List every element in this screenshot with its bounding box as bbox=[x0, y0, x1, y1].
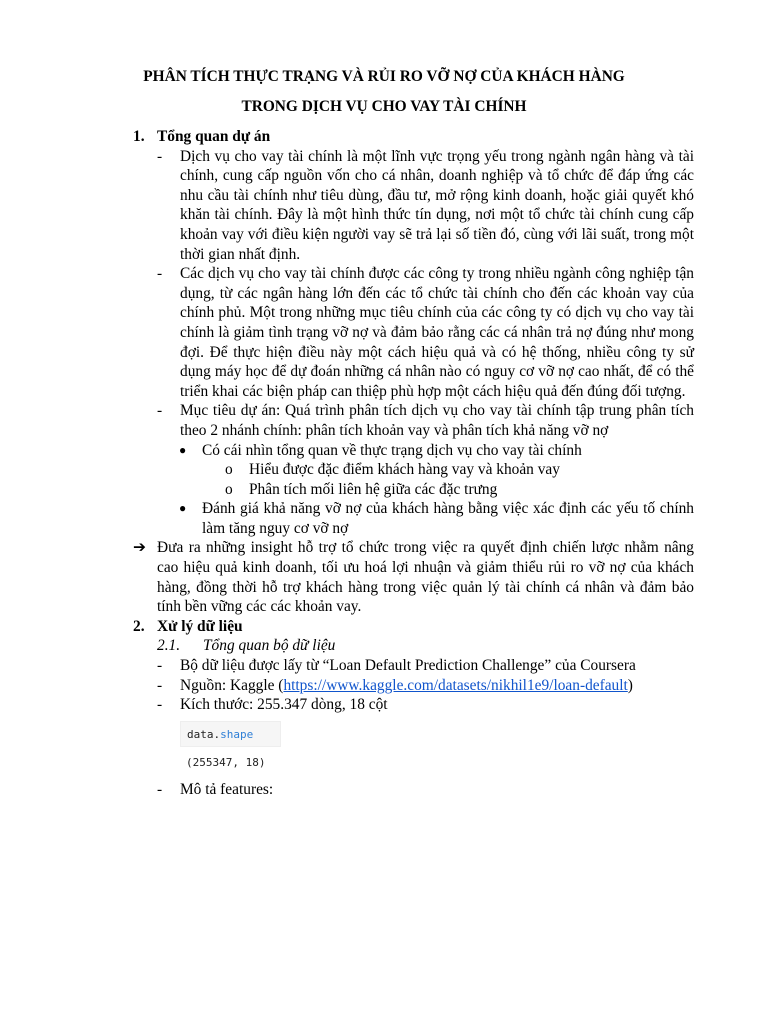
origin-suffix: ) bbox=[627, 676, 633, 694]
section-1-title: Tổng quan dự án bbox=[157, 128, 271, 145]
document-body bbox=[0, 127, 768, 799]
dataset-item-origin bbox=[0, 676, 768, 696]
sub-bullet-item bbox=[0, 460, 768, 480]
dataset-item-source bbox=[0, 656, 768, 676]
section-2-number: 2. bbox=[133, 617, 145, 635]
bullet-item bbox=[0, 499, 768, 538]
item-text: Kích thước: 255.347 dòng, 18 cột bbox=[180, 696, 388, 714]
item-text: Bộ dữ liệu được lấy từ “Loan Default Prediction Challenge” của Coursera bbox=[180, 657, 636, 675]
section-1-heading bbox=[0, 127, 768, 147]
paragraph-text: Các dịch vụ cho vay tài chính được các công ty trong nhiều ngành công nghiệp tận dụng, từ các ngân hàng lớn đến các tổ chức tài chính cho đến các khoản vay của chính phủ. Một trong những mục tiêu chính của các công ty có dịch vụ cho vay tài chính là giảm tình trạng vỡ nợ và đảm bảo rằng các cá nhân trả nợ đúng như mong đợi. Để thực hiện điều này một cách hiệu quả và có hệ thống, nhiều công ty sử dụng máy học để dự đoán những cá nhân nào có nguy cơ vỡ nợ cao nhất, để có thể triển khai các biện pháp can thiệp phù hợp một cách hiệu quả đến đúng đối tượng. bbox=[180, 265, 694, 400]
dash-marker: - bbox=[157, 696, 163, 714]
code-cell bbox=[180, 721, 281, 747]
paragraph-text: Dịch vụ cho vay tài chính là một lĩnh vực trọng yếu trong ngành ngân hàng và tài chính, cung cấp nguồn vốn cho cá nhân, doanh nghiệp và tổ chức để đáp ứng các nhu cầu tài chính như tiêu dùng, đầu tư, mở rộng kinh doanh, hoặc giải quyết khó khăn tài chính. Đây là một hình thức tín dụng, nơi một tổ chức tài chính cung cấp khoản vay với điều kiện người vay sẽ trả lại số tiền đó, cùng với lãi suất, trong một thời gian nhất định. bbox=[180, 147, 694, 263]
bullet-text: Đánh giá khả năng vỡ nợ của khách hàng bằng việc xác định các yếu tố chính làm tăng nguy cơ vỡ nợ bbox=[202, 500, 694, 537]
section-1-paragraph-3 bbox=[0, 401, 768, 440]
sub-bullet-text: Hiểu được đặc điểm khách hàng vay và khoản vay bbox=[249, 461, 560, 479]
code-object: data bbox=[187, 727, 214, 741]
subsection-number: 2.1. bbox=[157, 637, 181, 655]
subsection-2-1-heading bbox=[157, 636, 768, 656]
bullet-marker: ● bbox=[179, 442, 187, 457]
document-title-line-1: PHÂN TÍCH THỰC TRẠNG VÀ RỦI RO VỠ NỢ CỦA KHÁCH HÀNG bbox=[143, 68, 625, 85]
kaggle-link[interactable]: https://www.kaggle.com/datasets/nikhil1e9/loan-default bbox=[283, 676, 628, 694]
section-1-paragraph-1 bbox=[0, 147, 768, 265]
code-attribute: shape bbox=[220, 727, 254, 741]
dash-marker: - bbox=[157, 780, 163, 798]
dataset-item-size bbox=[0, 695, 768, 715]
dash-marker: - bbox=[157, 676, 163, 694]
code-output: (255347, 18) bbox=[186, 755, 266, 769]
subsection-title: Tổng quan bộ dữ liệu bbox=[203, 637, 336, 655]
dataset-item-features bbox=[0, 780, 768, 800]
item-text bbox=[180, 676, 694, 696]
paragraph-text: Mục tiêu dự án: Quá trình phân tích dịch vụ cho vay tài chính tập trung phân tích theo 2 nhánh chính: phân tích khoản vay và phân tích khả năng vỡ nợ bbox=[180, 402, 694, 439]
code-dot: . bbox=[213, 727, 221, 741]
origin-prefix: Nguồn: Kaggle ( bbox=[180, 676, 284, 694]
section-1-paragraph-2 bbox=[0, 264, 768, 401]
sub-bullet-item bbox=[0, 480, 768, 500]
conclusion-text: Đưa ra những insight hỗ trợ tổ chức trong việc ra quyết định chiến lược nhằm nâng cao hiệu quả kinh doanh, tối ưu hoá lợi nhuận và giảm thiểu rủi ro vỡ nợ của khách hàng, đồng thời hỗ trợ khách hàng trong việc quản lý tài chính cá nhân và đảm bảo tính bền vững các các khoản vay. bbox=[157, 539, 694, 616]
dash-marker: - bbox=[157, 147, 163, 165]
section-2-title: Xử lý dữ liệu bbox=[157, 617, 243, 635]
arrow-right-icon: ➔ bbox=[133, 539, 146, 557]
dash-marker: - bbox=[157, 265, 163, 283]
bullet-marker: ● bbox=[179, 501, 187, 516]
bullet-item bbox=[0, 441, 768, 461]
conclusion-item bbox=[0, 538, 768, 616]
dash-marker: - bbox=[157, 657, 163, 675]
sub-bullet-marker: o bbox=[225, 480, 233, 498]
bullet-text: Có cái nhìn tổng quan về thực trạng dịch vụ cho vay tài chính bbox=[202, 441, 582, 459]
document-title-line-2: TRONG DỊCH VỤ CHO VAY TÀI CHÍNH bbox=[241, 98, 527, 115]
item-text: Mô tả features: bbox=[180, 780, 274, 798]
dash-marker: - bbox=[157, 402, 163, 420]
section-1-number: 1. bbox=[133, 128, 145, 145]
sub-bullet-text: Phân tích mối liên hệ giữa các đặc trưng bbox=[249, 480, 498, 498]
sub-bullet-marker: o bbox=[225, 461, 233, 479]
section-2-heading bbox=[0, 617, 768, 637]
